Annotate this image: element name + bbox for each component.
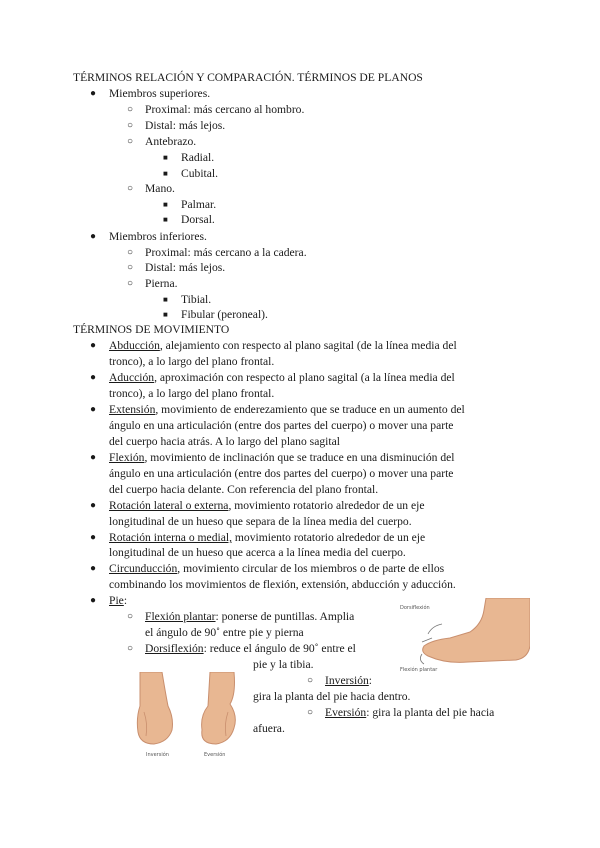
dorsiflexion-term: Dorsiflexión	[145, 642, 204, 655]
lower-tibial: Tibial.	[181, 293, 212, 306]
dorsiflexion-line2: pie y la tibia.	[253, 658, 314, 671]
circunduccion-term: Circunducción	[109, 562, 178, 575]
circle-bullet-icon: ○	[127, 611, 134, 622]
fig-label-plantar: Flexión plantar	[400, 667, 438, 673]
bullet-icon: ●	[90, 340, 97, 351]
square-bullet-icon: ■	[163, 200, 168, 209]
abduccion-line1: Abducción, alejamiento con respecto al plano sagital (de la línea media del	[109, 339, 457, 352]
upper-forearm: Antebrazo.	[145, 135, 197, 148]
upper-hand: Mano.	[145, 182, 175, 195]
foot-inversion-eversion-figure	[134, 672, 242, 760]
flexion-term: Flexión	[109, 451, 145, 464]
circunduccion-line1: Circunducción, movimiento circular de los miembros o de parte de ellos	[109, 562, 445, 575]
bullet-icon: ●	[90, 231, 97, 242]
circle-bullet-icon: ○	[127, 183, 134, 194]
fig-label-eversion: Eversión	[204, 752, 226, 758]
circle-bullet-icon: ○	[127, 278, 134, 289]
lower-fibular: Fibular (peroneal).	[181, 308, 268, 321]
foot-flexion-figure	[398, 598, 530, 676]
bullet-icon: ●	[90, 595, 97, 606]
square-bullet-icon: ■	[163, 310, 168, 319]
bullet-icon: ●	[90, 404, 97, 415]
circle-bullet-icon: ○	[127, 247, 134, 258]
fig-label-inversion: Inversión	[146, 752, 169, 758]
circle-bullet-icon: ○	[127, 120, 134, 131]
eversion-line1: Eversión: gira la planta del pie hacia	[325, 706, 495, 719]
upper-radial: Radial.	[181, 151, 215, 164]
circle-bullet-icon: ○	[127, 136, 134, 147]
dorsiflexion-line1: Dorsiflexión: reduce el ángulo de 90˚ entre el	[145, 642, 356, 655]
inversion-term: Inversión	[325, 674, 369, 687]
square-bullet-icon: ■	[163, 295, 168, 304]
square-bullet-icon: ■	[163, 169, 168, 178]
bullet-icon: ●	[90, 500, 97, 511]
upper-cubital: Cubital.	[181, 167, 219, 180]
lower-leg: Pierna.	[145, 277, 178, 290]
fig-label-dorsiflexion: Dorsiflexión	[400, 605, 430, 611]
flexion-plantar-line1: Flexión plantar: ponerse de puntillas. Amplia	[145, 610, 355, 623]
rot-medial-line2: longitudinal de un hueso que acerca a la línea media del cuerpo.	[109, 546, 406, 559]
abduccion-term: Abducción	[109, 339, 160, 352]
circle-bullet-icon: ○	[127, 643, 134, 654]
pie-line: Pie:	[109, 594, 128, 607]
inversion-line2: gira la planta del pie hacia dentro.	[253, 690, 411, 703]
flexion-plantar-term: Flexión plantar	[145, 610, 216, 623]
bullet-icon: ●	[90, 372, 97, 383]
flexion-line3: del cuerpo hacia delante. Con referencia del plano frontal.	[109, 483, 379, 496]
aduccion-line1: Aducción, aproximación con respecto al plano sagital (a la línea media del	[109, 371, 455, 384]
rot-lateral-line2: longitudinal de un hueso que separa de la línea media del cuerpo.	[109, 515, 412, 528]
heading-movimiento: TÉRMINOS DE MOVIMIENTO	[73, 323, 230, 336]
arc-arrow-bottom	[420, 654, 424, 664]
bullet-icon: ●	[90, 532, 97, 543]
circle-bullet-icon: ○	[307, 707, 314, 718]
foot-shape	[423, 598, 530, 662]
rot-medial-line1: Rotación interna o medial, movimiento rotatorio alrededor de un eje	[109, 531, 426, 544]
circle-bullet-icon: ○	[307, 675, 314, 686]
arrow-line	[422, 638, 432, 642]
bullet-icon: ●	[90, 88, 97, 99]
flexion-line2: ángulo en una articulación (entre dos partes del cuerpo) o mover una parte	[109, 467, 454, 480]
circunduccion-line2: combinando los movimientos de flexión, extensión, abducción y aducción.	[109, 578, 456, 591]
square-bullet-icon: ■	[163, 215, 168, 224]
aduccion-term: Aducción	[109, 371, 155, 384]
eversion-line2: afuera.	[253, 722, 285, 735]
abduccion-line2: tronco), a lo largo del plano frontal.	[109, 355, 275, 368]
extension-line2: ángulo en una articulación (entre dos partes del cuerpo) o mover una parte	[109, 419, 454, 432]
upper-dorsal: Dorsal.	[181, 213, 215, 226]
rot-lateral-term: Rotación lateral o externa	[109, 499, 229, 512]
heading-relacion: TÉRMINOS RELACIÓN Y COMPARACIÓN. TÉRMINOS DE PLANOS	[73, 71, 423, 84]
rot-lateral-line1: Rotación lateral o externa, movimiento rotatorio alrededor de un eje	[109, 499, 425, 512]
pie-term: Pie	[109, 594, 124, 607]
extension-line3: del cuerpo hacia atrás. A lo largo del plano sagital	[109, 435, 340, 448]
flexion-plantar-line2: el ángulo de 90˚ entre pie y pierna	[145, 626, 304, 639]
lower-distal: Distal: más lejos.	[145, 261, 226, 274]
extension-term: Extensión	[109, 403, 156, 416]
upper-limbs-title: Miembros superiores.	[109, 87, 211, 100]
circle-bullet-icon: ○	[127, 104, 134, 115]
upper-distal: Distal: más lejos.	[145, 119, 226, 132]
inversion-line1: Inversión:	[325, 674, 373, 687]
flexion-line1: Flexión, movimiento de inclinación que se traduce en una disminución del	[109, 451, 455, 464]
lower-limbs-title: Miembros inferiores.	[109, 230, 207, 243]
eversion-foot-shape	[202, 672, 236, 744]
lower-proximal: Proximal: más cercano a la cadera.	[145, 246, 307, 259]
eversion-term: Eversión	[325, 706, 367, 719]
inversion-foot-shape	[137, 672, 172, 744]
aduccion-line2: tronco), a lo largo del plano frontal.	[109, 387, 275, 400]
upper-palmar: Palmar.	[181, 198, 217, 211]
extension-line1: Extensión, movimiento de enderezamiento que se traduce en un aumento del	[109, 403, 465, 416]
rot-medial-term: Rotación interna o medial,	[109, 531, 232, 544]
upper-proximal: Proximal: más cercano al hombro.	[145, 103, 305, 116]
square-bullet-icon: ■	[163, 153, 168, 162]
bullet-icon: ●	[90, 452, 97, 463]
bullet-icon: ●	[90, 563, 97, 574]
circle-bullet-icon: ○	[127, 262, 134, 273]
arc-arrow-top	[428, 624, 442, 634]
